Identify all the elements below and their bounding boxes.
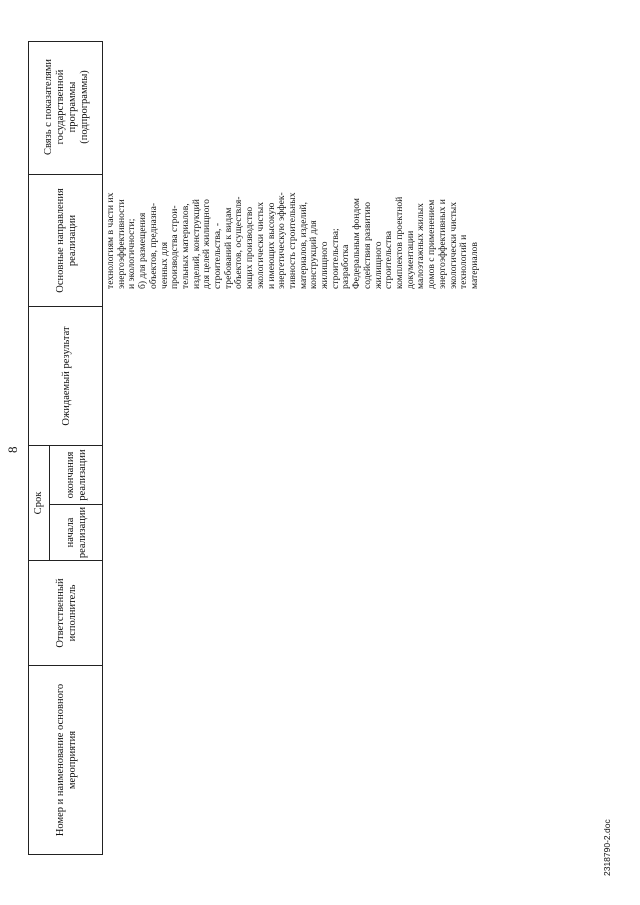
header-term-start: начала реализации <box>65 506 88 559</box>
directions-line: энергоэффективности <box>115 199 127 289</box>
directions-text <box>106 154 481 289</box>
directions-line: разработка <box>340 244 352 289</box>
directions-line: строительства <box>383 230 395 289</box>
directions-line: конструкций для <box>308 220 320 289</box>
directions-line: Федеральным фондом <box>351 198 363 289</box>
directions-line: материалов, изделий, <box>297 202 309 289</box>
header-term-end: окончания реализации <box>65 449 88 501</box>
table-header <box>28 41 103 855</box>
directions-line: ющих производство <box>244 206 256 289</box>
directions-line: строительства, - <box>212 222 224 289</box>
directions-line: требований к видам <box>222 207 234 289</box>
directions-line: технологиям в части их <box>105 192 116 289</box>
directions-line: объектов, предназна- <box>147 202 159 289</box>
directions-line: и имеющих высокую <box>265 202 277 289</box>
header-link: Связь с показателями государственной программы (подпрограммы) <box>42 58 90 156</box>
directions-line: жилищного <box>319 241 331 289</box>
directions-line: малоэтажных жилых <box>415 203 427 289</box>
directions-line: содействия развитию <box>361 202 373 289</box>
directions-line: тельных материалов, <box>179 203 191 289</box>
directions-line: и экологичности; <box>126 218 138 289</box>
directions-line: энергоэффективных и <box>436 199 448 289</box>
directions-line: тивность строительных <box>286 192 298 289</box>
directions-line: экологически чистых <box>447 201 459 289</box>
directions-line: производства строи- <box>169 205 181 289</box>
directions-line: экологически чистых <box>254 201 266 289</box>
header-executor: Ответственный исполнитель <box>54 578 78 648</box>
document-filename: 2318790-2.doc <box>602 819 612 876</box>
directions-line: для целей жилищного <box>201 199 213 289</box>
directions-line: б) для размещения <box>137 212 149 289</box>
header-term: Срок <box>33 491 44 515</box>
directions-line: объектов, осуществля- <box>233 196 245 289</box>
directions-line: строительства; <box>329 228 341 289</box>
directions-line: домов с применением <box>426 199 438 289</box>
header-directions: Основные направления реализации <box>54 188 78 293</box>
directions-line: энергетическую эффек- <box>276 192 288 289</box>
directions-line: изделий, конструкций <box>190 199 202 289</box>
directions-line: документации <box>404 230 416 289</box>
directions-line: материалов <box>468 242 480 289</box>
page-number: 8 <box>5 446 20 453</box>
header-result: Ожидаемый результат <box>60 326 72 426</box>
directions-line: технологий и <box>458 234 470 289</box>
directions-line: комплектов проектной <box>393 196 405 289</box>
directions-line: ченных для <box>158 241 170 289</box>
header-event: Номер и наименование основного мероприятия <box>54 683 78 837</box>
directions-line: жилищного <box>372 241 384 289</box>
